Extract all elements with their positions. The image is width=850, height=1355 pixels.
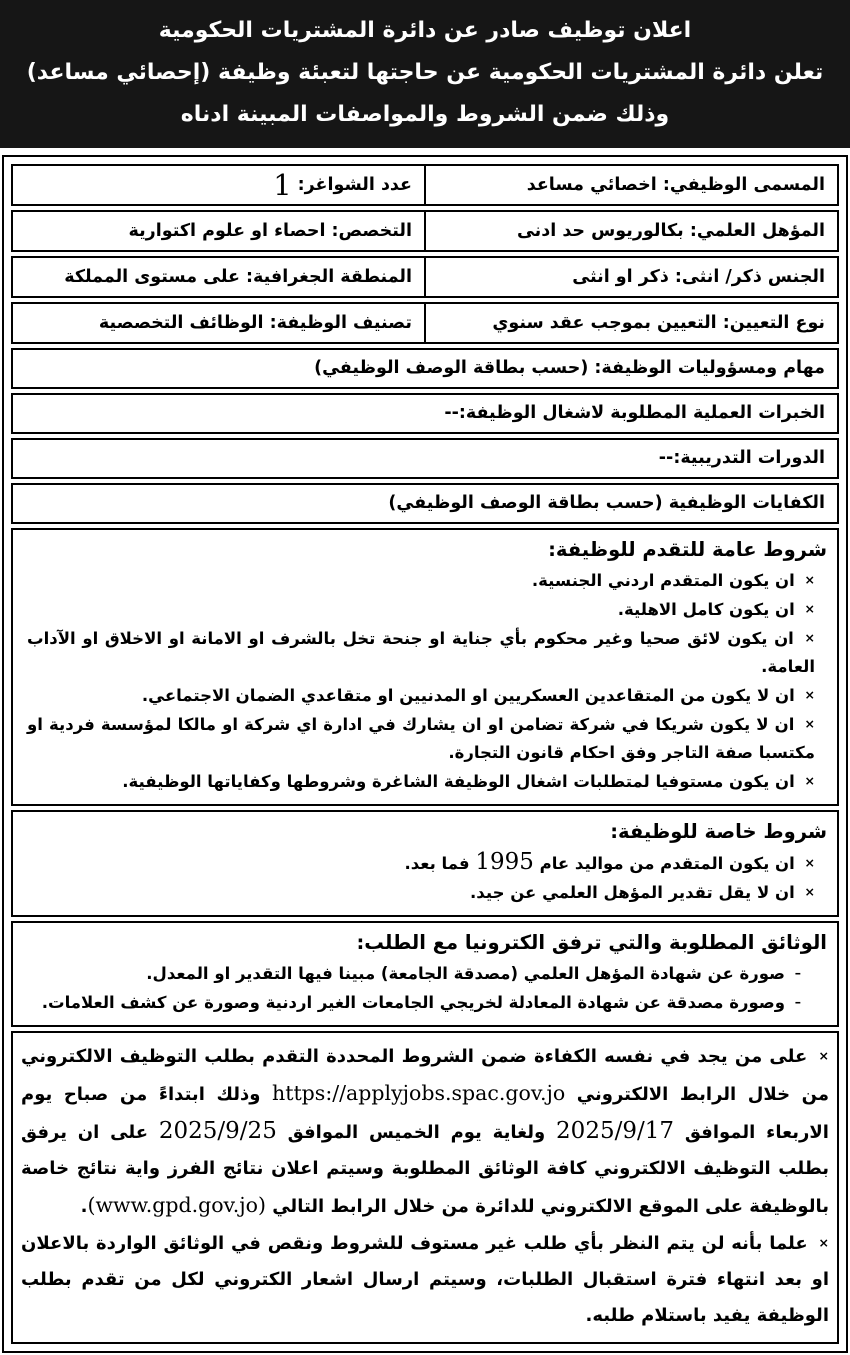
region-text: المنطقة الجغرافية: على مستوى المملكة	[64, 267, 412, 287]
birth-year-value: 1995	[475, 849, 534, 875]
row-duties: مهام ومسؤوليات الوظيفة: (حسب بطاقة الوصف الوظيفي)	[11, 348, 839, 389]
table-row-qualification	[11, 210, 839, 252]
end-date-value: 2025/9/25	[158, 1118, 277, 1144]
start-date-value: 2025/9/17	[556, 1118, 674, 1144]
table-row-job-title	[11, 164, 839, 206]
cell-vacancy-count	[13, 166, 424, 204]
cell-job-title	[424, 166, 837, 204]
special-conditions-section	[11, 810, 839, 917]
special-condition-item	[23, 878, 827, 907]
banner-line-3: وذلك ضمن الشروط والمواصفات المبينة ادناه	[180, 102, 670, 127]
cell-appointment-type	[424, 304, 837, 342]
general-condition-text: ان يكون مستوفيا لمتطلبات اشغال الوظيفة الشاغرة وشروطها وكفاياتها الوظيفية.	[122, 772, 795, 791]
instructions-text: على من يجد في نفسه الكفاءة ضمن الشروط المحددة التقدم بطلب التوظيف الالكتروني من خلال الرابط الالكتروني	[21, 1046, 829, 1105]
cross-bullet-icon: ×	[818, 1048, 829, 1063]
cell-qualification	[424, 212, 837, 250]
special-condition-text: ان يكون المتقدم من مواليد عام	[539, 854, 795, 873]
general-condition-text: ان يكون كامل الاهلية.	[617, 600, 795, 619]
appointment-type-text: نوع التعيين: التعيين بموجب عقد سنوي	[492, 313, 825, 333]
application-instructions-paragraph	[21, 1038, 829, 1225]
apply-jobs-url: https://applyjobs.spac.gov.jo	[272, 1081, 566, 1105]
cross-bullet-icon: ×	[804, 572, 815, 587]
specialization-text: التخصص: احصاء او علوم اكتوارية	[128, 221, 412, 241]
document-item-text: وصورة مصدقة عن شهادة المعادلة لخريجي الجامعات الغير اردنية وصورة عن كشف العلامات.	[41, 993, 785, 1012]
announcement-body-frame	[2, 155, 848, 1353]
row-competencies: الكفايات الوظيفية (حسب بطاقة الوصف الوظيفي)	[11, 483, 839, 524]
dash-bullet-icon: –	[794, 994, 801, 1009]
instructions-text: على ان يرفق بطلب التوظيف الالكتروني كافة الوثائق المطلوبة وسيتم اعلان نتائج الفرز واية نتائج خاصة بالوظيفة على الموقع الالكتروني للدائرة من خلال الرابط التالي	[21, 1122, 829, 1217]
special-conditions-title: شروط خاصة للوظيفة:	[610, 820, 827, 843]
instructions-text: .	[80, 1196, 88, 1217]
gender-text: الجنس ذكر/ انثى: ذكر او انثى	[572, 267, 825, 287]
disclaimer-text: علما بأنه لن يتم النظر بأي طلب غير مستوف للشروط ونقص في الوثائق الواردة بالاعلان او بعد انتهاء فترة استقبال الطلبات، وسيتم ارسال اشعار الكتروني لكل من تقدم بطلب الوظيفة يفيد باستلام طلبه.	[21, 1233, 829, 1326]
cross-bullet-icon: ×	[804, 773, 815, 788]
job-title-text: المسمى الوظيفي: اخصائي مساعد	[526, 175, 825, 195]
general-condition-item	[23, 710, 827, 767]
general-condition-text: ان لا يكون من المتقاعدين العسكريين او المدنيين او متقاعدي الضمان الاجتماعي.	[141, 686, 795, 705]
document-item	[23, 959, 827, 988]
cross-bullet-icon: ×	[804, 716, 815, 731]
general-conditions-title: شروط عامة للتقدم للوظيفة:	[548, 538, 827, 561]
job-classification-text: تصنيف الوظيفة: الوظائف التخصصية	[98, 313, 412, 333]
vacancy-label: عدد الشواغر:	[297, 175, 412, 195]
application-notes-section	[11, 1031, 839, 1344]
general-conditions-section	[11, 528, 839, 806]
special-condition-item	[23, 848, 827, 878]
announcement-banner	[0, 0, 850, 148]
cross-bullet-icon: ×	[804, 884, 815, 899]
general-condition-text: ان لا يكون شريكا في شركة تضامن او ان يشارك في ادارة اي شركة او مالكا لمؤسسة فردية او مكتسبا صفة التاجر وفق احكام قانون التجارة.	[27, 715, 815, 762]
general-condition-item	[23, 566, 827, 595]
qualification-text: المؤهل العلمي: بكالوريوس حد ادنى	[516, 221, 825, 241]
general-condition-text: ان يكون المتقدم اردني الجنسية.	[531, 571, 795, 590]
document-item	[23, 988, 827, 1017]
cell-gender	[424, 258, 837, 296]
cell-geographic-region	[13, 258, 424, 296]
required-documents-title: الوثائق المطلوبة والتي ترفق الكترونيا مع الطلب:	[356, 931, 827, 954]
table-row-appointment	[11, 302, 839, 344]
disclaimer-paragraph	[21, 1225, 829, 1334]
cross-bullet-icon: ×	[804, 630, 815, 645]
banner-line-2: تعلن دائرة المشتريات الحكومية عن حاجتها لتعبئة وظيفة (إحصائي مساعد)	[26, 60, 824, 85]
department-website-url: (www.gpd.gov.jo)	[87, 1193, 266, 1217]
dash-bullet-icon: –	[794, 965, 801, 980]
cell-specialization	[13, 212, 424, 250]
cross-bullet-icon: ×	[818, 1235, 829, 1250]
general-condition-item	[23, 767, 827, 796]
instructions-text: ولغاية يوم الخميس الموافق	[287, 1122, 546, 1143]
cross-bullet-icon: ×	[804, 601, 815, 616]
special-condition-text: فما بعد.	[404, 854, 470, 873]
row-experience: الخبرات العملية المطلوبة لاشغال الوظيفة:--	[11, 393, 839, 434]
special-condition-text: ان لا يقل تقدير المؤهل العلمي عن جيد.	[470, 883, 795, 902]
cross-bullet-icon: ×	[804, 855, 815, 870]
banner-line-1: اعلان توظيف صادر عن دائرة المشتريات الحكومية	[158, 18, 692, 43]
general-condition-item	[23, 624, 827, 681]
cross-bullet-icon: ×	[804, 687, 815, 702]
general-condition-item	[23, 595, 827, 624]
document-item-text: صورة عن شهادة المؤهل العلمي (مصدقة الجامعة) مبينا فيها التقدير او المعدل.	[146, 964, 785, 983]
vacancy-value: 1	[273, 168, 292, 202]
table-row-gender	[11, 256, 839, 298]
general-condition-text: ان يكون لائق صحيا وغير محكوم بأي جناية او جنحة تخل بالشرف او الامانة او الاخلاق او الآداب العامة.	[27, 629, 815, 676]
required-documents-section	[11, 921, 839, 1027]
row-training-courses: الدورات التدريبية:--	[11, 438, 839, 479]
general-condition-item	[23, 681, 827, 710]
instructions-text: وذلك ابتداءً من صباح يوم الاربعاء الموافق	[21, 1084, 829, 1143]
cell-job-classification	[13, 304, 424, 342]
